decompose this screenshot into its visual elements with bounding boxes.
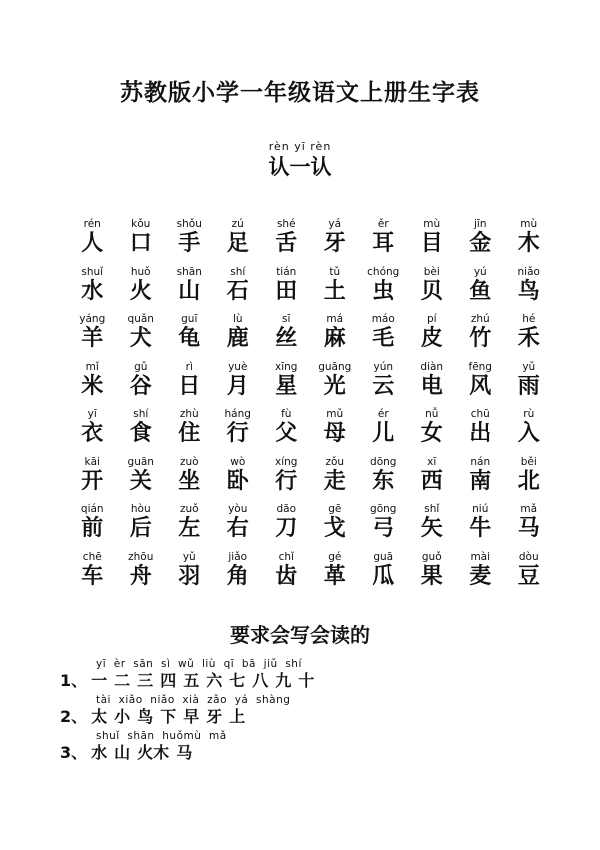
character-pinyin: yuè <box>228 360 248 373</box>
character-cell <box>262 551 311 599</box>
character-hanzi: 鹿 <box>226 326 249 351</box>
character-hanzi: 开 <box>81 468 104 494</box>
character-cell <box>214 456 263 504</box>
character-cell <box>359 218 408 266</box>
character-pinyin: xī <box>427 455 437 468</box>
character-hanzi: 马 <box>517 516 540 541</box>
character-pinyin: shí <box>230 265 246 278</box>
character-hanzi: 足 <box>226 231 249 256</box>
write-line <box>60 730 227 764</box>
character-pinyin: hòu <box>130 503 151 515</box>
write-character: 山 <box>114 743 131 762</box>
character-hanzi: 丝 <box>275 326 298 351</box>
character-pinyin: mǐ <box>85 360 99 373</box>
character-cell <box>456 408 505 456</box>
character-cell <box>214 503 263 551</box>
character-cell <box>117 218 166 266</box>
character-hanzi: 谷 <box>129 373 152 399</box>
write-character: 上 <box>229 707 246 726</box>
write-character: 下 <box>160 707 177 726</box>
character-hanzi: 入 <box>517 421 540 446</box>
character-pinyin: pí <box>426 313 437 325</box>
character-hanzi: 贝 <box>420 278 443 304</box>
character-hanzi: 瓜 <box>372 563 395 589</box>
write-character: 马 <box>176 743 193 762</box>
character-cell <box>311 266 360 314</box>
character-hanzi: 牙 <box>323 231 346 256</box>
character-pinyin: wò <box>230 455 246 468</box>
write-line <box>60 658 321 692</box>
write-character: 十 <box>298 671 315 690</box>
write-character: 八 <box>252 671 269 690</box>
character-pinyin: qián <box>80 503 104 515</box>
character-hanzi: 行 <box>226 421 249 446</box>
character-cell <box>408 313 457 361</box>
character-cell <box>505 266 554 314</box>
character-pinyin: guān <box>127 455 154 468</box>
character-pinyin: zuò <box>179 455 199 468</box>
character-pinyin: guī <box>181 313 198 325</box>
character-hanzi: 东 <box>372 468 395 494</box>
character-cell <box>165 551 214 599</box>
character-hanzi: 西 <box>420 468 443 494</box>
character-cell <box>262 218 311 266</box>
write-character: 四 <box>160 671 177 690</box>
character-pinyin: tǔ <box>329 265 341 278</box>
character-cell <box>117 313 166 361</box>
character-pinyin: chǐ <box>278 550 294 563</box>
character-hanzi: 手 <box>178 231 201 256</box>
character-cell <box>117 408 166 456</box>
character-hanzi: 走 <box>323 468 346 494</box>
character-pinyin: yī <box>87 408 97 420</box>
character-pinyin: zǒu <box>325 455 345 468</box>
character-cell <box>68 266 117 314</box>
character-pinyin: dōng <box>370 455 397 468</box>
character-hanzi: 果 <box>420 563 443 589</box>
character-cell <box>117 266 166 314</box>
character-hanzi: 米 <box>81 373 104 399</box>
write-line-pinyin: tài xiǎo niǎo xià zǎo yá shàng <box>96 694 291 706</box>
character-cell <box>165 408 214 456</box>
character-pinyin: háng <box>224 408 251 420</box>
character-cell <box>408 361 457 409</box>
character-cell <box>311 456 360 504</box>
character-hanzi: 牛 <box>469 516 492 541</box>
write-character: 牙 <box>206 707 223 726</box>
character-hanzi: 齿 <box>275 563 298 589</box>
character-hanzi: 水 <box>81 278 104 304</box>
character-hanzi: 雨 <box>517 373 540 399</box>
character-pinyin: chóng <box>367 265 400 278</box>
character-cell <box>359 456 408 504</box>
character-pinyin: gé <box>328 550 342 563</box>
character-cell <box>311 361 360 409</box>
character-hanzi: 皮 <box>420 326 443 351</box>
character-pinyin: jīn <box>474 218 487 230</box>
character-row <box>0 551 600 599</box>
character-hanzi: 毛 <box>372 326 395 351</box>
character-pinyin: xíng <box>275 455 298 468</box>
character-cell <box>505 503 554 551</box>
character-cell <box>214 218 263 266</box>
write-line-number: 1、 <box>60 671 88 690</box>
character-hanzi: 羊 <box>81 326 104 351</box>
character-pinyin: yǔ <box>522 360 536 373</box>
character-cell <box>165 456 214 504</box>
write-character: 一 <box>91 671 108 690</box>
character-hanzi: 麻 <box>323 326 346 351</box>
character-hanzi: 左 <box>178 516 201 541</box>
character-cell <box>117 456 166 504</box>
character-pinyin: quǎn <box>127 313 154 325</box>
character-pinyin: mù <box>423 218 441 230</box>
section-title: 认一认 <box>268 155 332 179</box>
character-cell <box>359 503 408 551</box>
character-hanzi: 舌 <box>275 231 298 256</box>
character-pinyin: ěr <box>377 218 389 230</box>
write-character: 鸟 <box>137 707 154 726</box>
write-character: 七 <box>229 671 246 690</box>
character-hanzi: 云 <box>372 373 395 399</box>
write-line-pinyin: yī èr sān sì wǔ liù qī bā jiǔ shí <box>96 658 302 670</box>
character-cell <box>165 361 214 409</box>
character-hanzi: 右 <box>226 516 249 541</box>
character-cell <box>214 313 263 361</box>
character-pinyin: dòu <box>518 550 539 563</box>
write-line-number: 3、 <box>60 743 88 762</box>
character-hanzi: 豆 <box>517 563 540 589</box>
character-hanzi: 前 <box>81 516 104 541</box>
write-character: 五 <box>183 671 200 690</box>
character-hanzi: 儿 <box>372 421 395 446</box>
character-hanzi: 麦 <box>469 563 492 589</box>
character-hanzi: 日 <box>178 373 201 399</box>
character-cell <box>505 551 554 599</box>
character-cell <box>456 218 505 266</box>
character-hanzi: 出 <box>469 421 492 446</box>
character-hanzi: 犬 <box>129 326 152 351</box>
character-hanzi: 刀 <box>275 516 298 541</box>
character-hanzi: 关 <box>129 468 152 494</box>
character-pinyin: niǎo <box>517 265 540 278</box>
character-hanzi: 木 <box>517 231 540 256</box>
character-hanzi: 虫 <box>372 278 395 304</box>
character-pinyin: yáng <box>79 313 106 325</box>
character-cell <box>68 313 117 361</box>
character-hanzi: 人 <box>81 231 104 256</box>
character-cell <box>311 313 360 361</box>
character-pinyin: mài <box>470 550 491 563</box>
character-cell <box>359 361 408 409</box>
character-cell <box>505 313 554 361</box>
character-pinyin: huǒ <box>130 265 151 278</box>
write-character: 九 <box>275 671 292 690</box>
character-cell <box>68 456 117 504</box>
character-pinyin: yǔ <box>182 550 196 563</box>
character-cell <box>262 503 311 551</box>
character-pinyin: gē <box>328 503 342 515</box>
character-hanzi: 耳 <box>372 231 395 256</box>
character-hanzi: 禾 <box>517 326 540 351</box>
character-cell <box>505 408 554 456</box>
character-cell <box>311 503 360 551</box>
character-pinyin: rù <box>523 408 535 420</box>
character-pinyin: shuǐ <box>81 265 104 278</box>
character-cell <box>117 551 166 599</box>
character-hanzi: 电 <box>420 373 443 399</box>
character-pinyin: zhù <box>179 408 199 420</box>
section-write-title: 要求会写会读的 <box>230 623 370 647</box>
character-hanzi: 羽 <box>178 563 201 589</box>
character-pinyin: kǒu <box>131 218 151 230</box>
character-pinyin: shǐ <box>424 503 440 515</box>
character-hanzi: 行 <box>275 468 298 494</box>
write-character: 三 <box>137 671 154 690</box>
character-hanzi: 鸟 <box>517 278 540 304</box>
character-cell <box>262 266 311 314</box>
character-row <box>0 503 600 551</box>
character-cell <box>359 551 408 599</box>
write-character: 早 <box>183 707 200 726</box>
character-pinyin: má <box>326 313 344 325</box>
character-hanzi: 坐 <box>178 468 201 494</box>
character-pinyin: dāo <box>276 503 297 515</box>
character-pinyin: yú <box>473 265 487 278</box>
character-pinyin: tián <box>276 265 297 278</box>
character-pinyin: zhú <box>470 313 490 325</box>
character-hanzi: 田 <box>275 278 298 304</box>
character-pinyin: mǎ <box>520 503 538 515</box>
character-hanzi: 衣 <box>81 421 104 446</box>
character-row <box>0 408 600 456</box>
character-pinyin: chē <box>82 550 102 563</box>
write-character: 六 <box>206 671 223 690</box>
character-cell <box>165 503 214 551</box>
page-title: 苏教版小学一年级语文上册生字表 <box>120 80 480 106</box>
character-cell <box>262 361 311 409</box>
character-pinyin: nán <box>470 455 491 468</box>
character-cell <box>456 456 505 504</box>
character-cell <box>262 313 311 361</box>
write-character: 火木 <box>137 743 170 762</box>
character-cell <box>214 551 263 599</box>
character-hanzi: 住 <box>178 421 201 446</box>
character-pinyin: mǔ <box>326 408 344 420</box>
character-cell <box>359 408 408 456</box>
character-pinyin: yún <box>373 360 394 373</box>
character-cell <box>311 551 360 599</box>
character-cell <box>505 361 554 409</box>
character-cell <box>408 218 457 266</box>
character-hanzi: 矢 <box>420 516 443 541</box>
character-cell <box>68 218 117 266</box>
write-character: 太 <box>91 707 108 726</box>
character-pinyin: chū <box>470 408 490 420</box>
character-pinyin: sī <box>282 313 291 325</box>
character-cell <box>117 361 166 409</box>
write-character: 二 <box>114 671 131 690</box>
character-pinyin: xīng <box>275 360 298 373</box>
character-cell <box>68 361 117 409</box>
character-pinyin: guǒ <box>421 550 442 563</box>
character-pinyin: běi <box>520 455 537 468</box>
character-pinyin: máo <box>371 313 395 325</box>
character-cell <box>408 456 457 504</box>
character-pinyin: gōng <box>370 503 397 515</box>
character-pinyin: mù <box>520 218 538 230</box>
character-pinyin: yá <box>328 218 342 230</box>
character-row <box>0 266 600 314</box>
section-title-pinyin: rèn yī rèn <box>268 140 332 153</box>
character-cell <box>456 361 505 409</box>
write-character: 水 <box>91 743 108 762</box>
character-row <box>0 361 600 409</box>
write-line <box>60 694 291 728</box>
character-pinyin: guā <box>373 550 394 563</box>
character-pinyin: shān <box>176 265 202 278</box>
character-hanzi: 星 <box>275 373 298 399</box>
character-cell <box>117 503 166 551</box>
character-cell <box>359 266 408 314</box>
character-pinyin: rì <box>185 360 193 373</box>
write-character: 小 <box>114 707 131 726</box>
character-row <box>0 313 600 361</box>
character-cell <box>68 408 117 456</box>
character-cell <box>505 456 554 504</box>
character-hanzi: 目 <box>420 231 443 256</box>
character-hanzi: 母 <box>323 421 346 446</box>
character-pinyin: nǚ <box>425 408 439 420</box>
character-cell <box>214 408 263 456</box>
character-cell <box>408 266 457 314</box>
character-hanzi: 土 <box>323 278 346 304</box>
character-cell <box>456 313 505 361</box>
character-hanzi: 月 <box>226 373 249 399</box>
character-pinyin: gǔ <box>134 360 148 373</box>
character-hanzi: 食 <box>129 421 152 446</box>
character-hanzi: 鱼 <box>469 278 492 304</box>
character-row <box>0 218 600 266</box>
character-pinyin: shǒu <box>176 218 202 230</box>
character-hanzi: 竹 <box>469 326 492 351</box>
character-hanzi: 光 <box>323 373 346 399</box>
character-pinyin: niú <box>472 503 489 515</box>
character-hanzi: 龟 <box>178 326 201 351</box>
character-cell <box>165 218 214 266</box>
character-row <box>0 456 600 504</box>
write-line-pinyin: shuǐ shān huǒmù mǎ <box>96 730 227 742</box>
character-pinyin: bèi <box>423 265 440 278</box>
character-pinyin: guāng <box>318 360 352 373</box>
character-cell <box>456 503 505 551</box>
character-cell <box>165 313 214 361</box>
character-pinyin: jiǎo <box>228 550 248 563</box>
character-hanzi: 金 <box>469 231 492 256</box>
character-cell <box>68 551 117 599</box>
character-cell <box>408 503 457 551</box>
character-cell <box>456 266 505 314</box>
character-cell <box>262 408 311 456</box>
character-pinyin: shé <box>276 218 296 230</box>
character-hanzi: 女 <box>420 421 443 446</box>
character-cell <box>214 361 263 409</box>
character-hanzi: 山 <box>178 278 201 304</box>
character-pinyin: zuǒ <box>179 503 199 515</box>
character-cell <box>408 408 457 456</box>
character-cell <box>262 456 311 504</box>
character-hanzi: 弓 <box>372 516 395 541</box>
character-pinyin: zhōu <box>128 550 154 563</box>
character-grid <box>0 218 600 598</box>
character-hanzi: 父 <box>275 421 298 446</box>
character-pinyin: yòu <box>228 503 248 515</box>
character-hanzi: 风 <box>469 373 492 399</box>
character-pinyin: lù <box>232 313 243 325</box>
character-hanzi: 车 <box>81 563 104 589</box>
character-hanzi: 口 <box>129 231 152 256</box>
character-cell <box>311 218 360 266</box>
character-cell <box>311 408 360 456</box>
character-pinyin: shí <box>133 408 149 420</box>
character-pinyin: hé <box>522 313 536 325</box>
character-hanzi: 北 <box>517 468 540 494</box>
character-pinyin: fù <box>281 408 292 420</box>
character-hanzi: 革 <box>323 563 346 589</box>
character-cell <box>456 551 505 599</box>
character-pinyin: diàn <box>420 360 444 373</box>
character-hanzi: 后 <box>129 516 152 541</box>
character-hanzi: 南 <box>469 468 492 494</box>
character-hanzi: 火 <box>129 278 152 304</box>
character-cell <box>359 313 408 361</box>
character-hanzi: 卧 <box>226 468 249 494</box>
write-line-number: 2、 <box>60 707 88 726</box>
character-pinyin: kāi <box>84 455 100 468</box>
character-pinyin: zú <box>231 218 244 230</box>
character-hanzi: 石 <box>226 278 249 304</box>
character-cell <box>408 551 457 599</box>
character-cell <box>68 503 117 551</box>
character-hanzi: 舟 <box>129 563 152 589</box>
character-pinyin: rén <box>83 218 101 230</box>
character-cell <box>165 266 214 314</box>
character-pinyin: ér <box>377 408 389 420</box>
character-pinyin: fēng <box>468 360 492 373</box>
character-hanzi: 角 <box>226 563 249 589</box>
character-hanzi: 戈 <box>323 516 346 541</box>
character-cell <box>505 218 554 266</box>
character-cell <box>214 266 263 314</box>
